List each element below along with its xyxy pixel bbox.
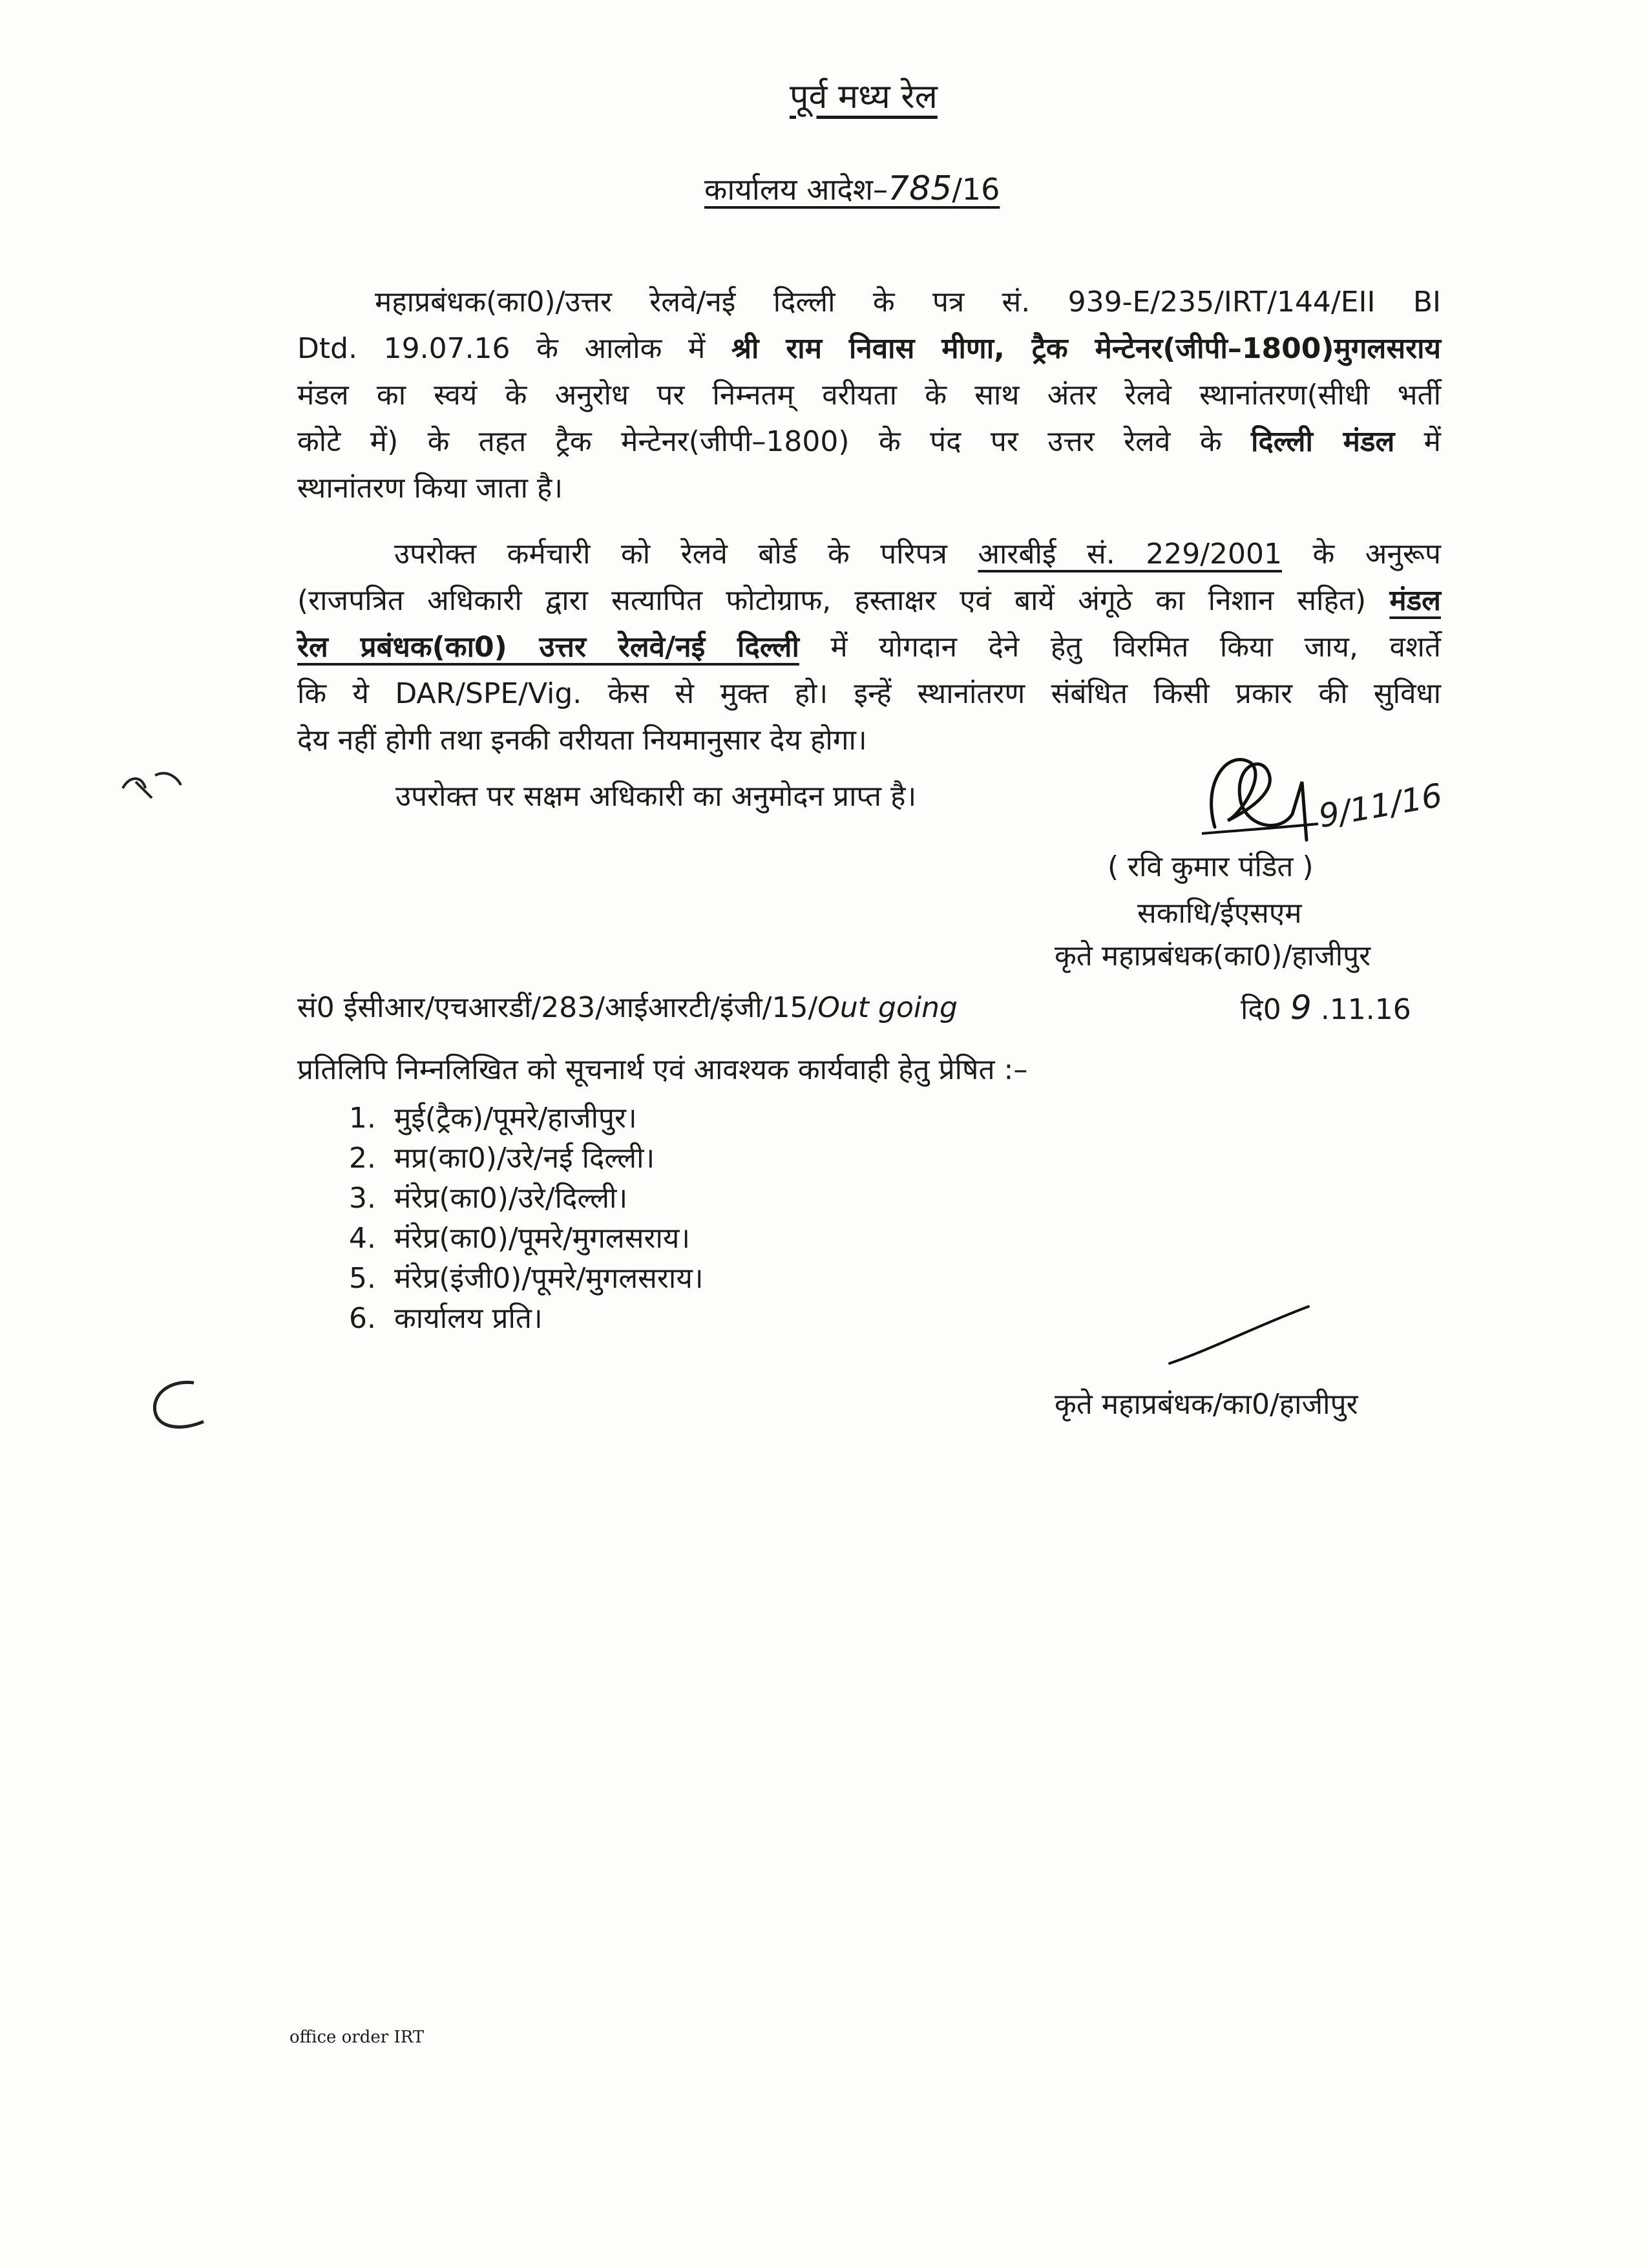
list-item-text: मप्र(का0)/उरे/नई दिल्ली। <box>394 1142 655 1175</box>
copy-to-intro: प्रतिलिपि निम्नलिखित को सूचनार्थ एवं आवश्यक कार्यवाही हेतु प्रेषित :– <box>297 1053 1028 1086</box>
para1-line2 <box>297 326 1441 372</box>
signatory-designation: सकाधि/ईएसएम <box>1137 897 1302 930</box>
margin-mark <box>116 762 194 814</box>
list-item-text: मंरेप्र(का0)/उरे/दिल्ली। <box>394 1182 628 1215</box>
para2-line2-text: (राजपत्रित अधिकारी द्वारा सत्यापित फोटोग्राफ, हस्ताक्षर एवं बायें अंगूठे का निशान सहित) <box>297 584 1390 617</box>
list-item-number: 1. <box>349 1102 376 1135</box>
release-paragraph <box>297 531 1441 764</box>
signature-date: 9/11/16 <box>1316 776 1445 835</box>
para1-line4-end: में <box>1394 425 1441 458</box>
reference-date-day: 9 <box>1290 989 1312 1027</box>
signatory-name: ( रवि कुमार पंडित ) <box>1108 850 1314 883</box>
reference-date-rest: .11.16 <box>1311 993 1411 1026</box>
list-item-number: 3. <box>349 1182 376 1215</box>
list-item <box>349 1299 704 1339</box>
para2-line3-text: में योगदान देने हेतु विरमित किया जाय, वशर्ते <box>799 631 1441 664</box>
para1-line2-text: Dtd. 19.07.16 के आलोक में <box>297 332 731 365</box>
office-order-number: 785 <box>888 169 952 208</box>
footer-note: office order IRT <box>289 2028 425 2047</box>
list-item <box>349 1219 704 1259</box>
para2-line4-start: कि ये <box>297 677 395 710</box>
para2-line3 <box>297 624 1441 671</box>
punch-hole-mark <box>142 1376 213 1441</box>
office-order-title <box>704 169 1000 209</box>
reference-number-text: सं0 ईसीआर/एचआरडीं/283/आईआरटी/इंजी/15/ <box>297 991 818 1024</box>
employee-name: श्री राम निवास मीणा, ट्रैक मेन्टेनर(जीपी–1800)मुगलसराय <box>731 332 1441 365</box>
list-item-text: कार्यालय प्रति। <box>394 1302 543 1335</box>
destination-division: दिल्ली मंडल <box>1251 425 1395 458</box>
list-item <box>349 1179 704 1219</box>
para1-line3: मंडल का स्वयं के अनुरोध पर निम्नतम् वरीयता के साथ अंतर रेलवे स्थानांतरण(सीधी भर्ती <box>297 379 1441 412</box>
division-manager-ref-a: मंडल <box>1389 584 1441 617</box>
list-item <box>349 1259 704 1299</box>
division-manager-ref-b: रेल प्रबंधक(का0) उत्तर रेलवे/नई दिल्ली <box>297 631 799 664</box>
approval-text: उपरोक्त पर सक्षम अधिकारी का अनुमोदन प्राप्त है। <box>395 780 917 813</box>
closing-signature <box>1163 1299 1318 1370</box>
reference-date <box>1241 989 1411 1029</box>
para1-line4-text: कोटे में) के तहत ट्रैक मेन्टेनर(जीपी–1800) के पंद पर उत्तर रेलवे के <box>297 425 1252 458</box>
organization-heading: पूर्व मध्य रेल <box>790 78 938 116</box>
para1-line4 <box>297 419 1441 465</box>
para1-line1: महाप्रबंधक(का0)/उत्तर रेलवे/नई दिल्ली के पत्र सं. 939-E/235/IRT/144/EII BI <box>375 286 1441 319</box>
list-item-text: मंरेप्र(का0)/पूमरे/मुगलसराय। <box>394 1222 691 1255</box>
list-item-number: 5. <box>349 1262 376 1295</box>
office-order-year: /16 <box>952 172 1000 207</box>
para2-line5: देय नहीं होगी तथा इनकी वरीयता नियमानुसार देय होगा। <box>297 724 867 757</box>
para2-line4 <box>297 671 1441 717</box>
para2-line4-text: केस से मुक्त हो। इन्हें स्थानांतरण संबंधित किसी प्रकार की सुविधा <box>582 677 1441 710</box>
copy-to-list <box>349 1098 704 1339</box>
list-item-number: 4. <box>349 1222 376 1255</box>
list-item-text: मुई(ट्रैक)/पूमरे/हाजीपुर। <box>394 1102 637 1135</box>
reference-number <box>297 989 958 1027</box>
rbe-reference: आरबीई सं. 229/2001 <box>978 538 1283 571</box>
para2-line1-text: उपरोक्त कर्मचारी को रेलवे बोर्ड के परिपत्र <box>394 538 978 571</box>
reference-date-label: दि0 <box>1241 993 1290 1026</box>
dar-spe-vig: DAR/SPE/Vig. <box>395 677 582 710</box>
list-item-text: मंरेप्र(इंजी0)/पूमरे/मुगलसराय। <box>394 1262 704 1295</box>
reference-outgoing: Out going <box>817 991 958 1024</box>
para1-line5: स्थानांतरण किया जाता है। <box>297 472 563 505</box>
closing-on-behalf: कृते महाप्रबंधक/का0/हाजीपुर <box>1055 1388 1358 1421</box>
list-item-number: 2. <box>349 1142 376 1175</box>
list-item-number: 6. <box>349 1302 376 1335</box>
signatory-on-behalf: कृते महाप्रबंधक(का0)/हाजीपुर <box>1055 940 1371 972</box>
list-item <box>349 1098 704 1139</box>
office-order-prefix: कार्यालय आदेश– <box>704 172 888 207</box>
list-item <box>349 1139 704 1179</box>
para2-line1-end: के अनुरूप <box>1282 538 1442 571</box>
para2-line2 <box>297 578 1441 624</box>
para2-line1 <box>297 531 1441 578</box>
transfer-paragraph <box>297 279 1441 512</box>
